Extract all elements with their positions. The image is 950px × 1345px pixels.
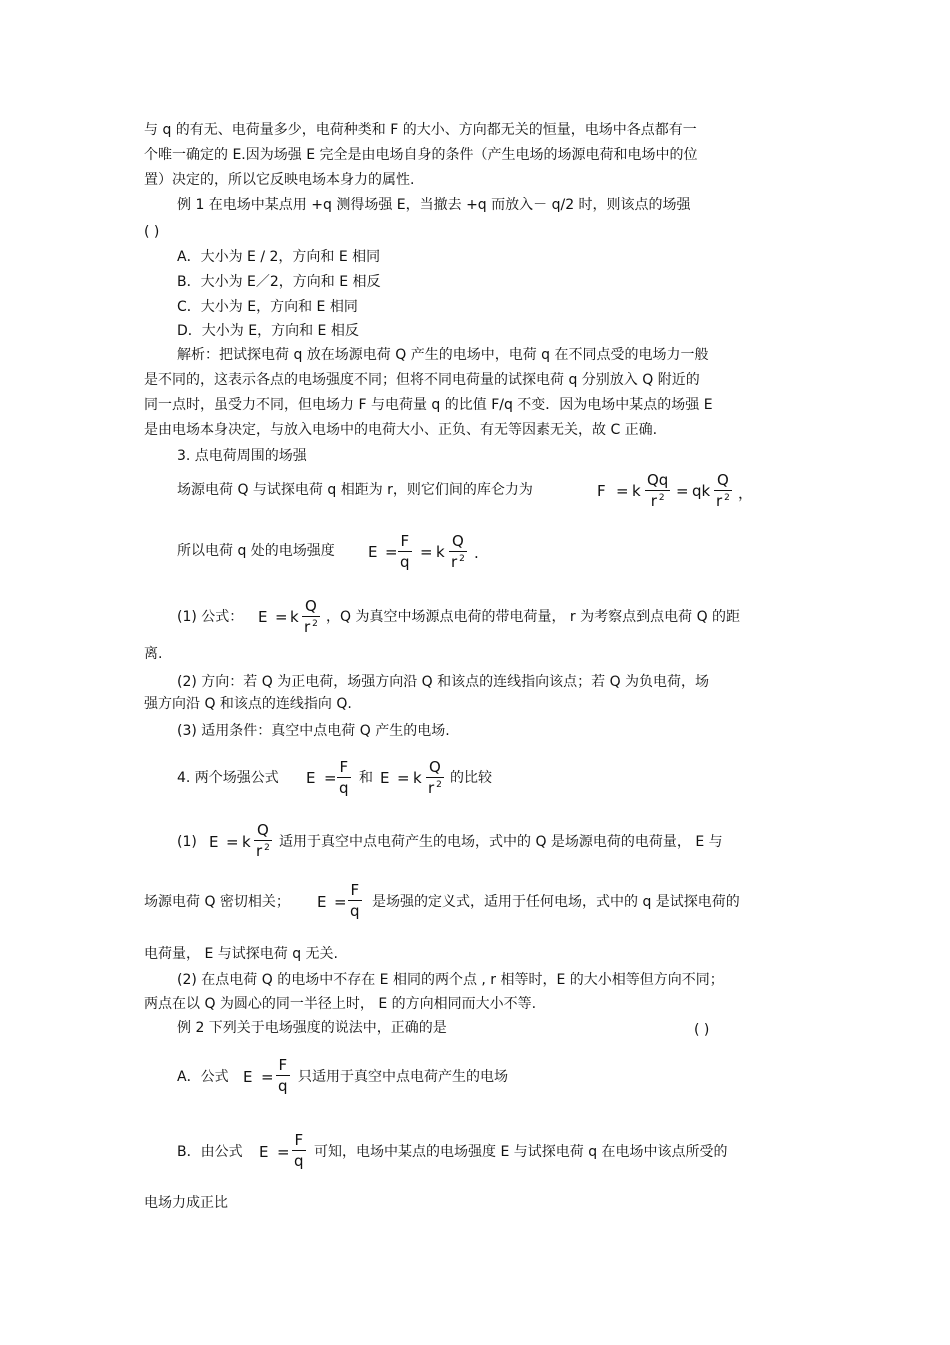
math-symbol: k (242, 833, 251, 851)
math-symbol: = (385, 543, 398, 561)
text-line: (2) 方向：若 Q 为正电荷，场强方向沿 Q 和该点的连线指向该点；若 Q 为负电荷，场 (177, 674, 710, 690)
text-line: ，Q 为真空中场源点电荷的带电荷量， r 为考察点到点电荷 Q 的距 (326, 609, 741, 625)
math-symbol: k (632, 482, 641, 500)
text-line: 场源电荷 Q 密切相关； (144, 894, 290, 910)
text-line: 两点在以 Q 为圆心的同一半径上时， E 的方向相同而大小不等. (144, 996, 537, 1012)
example-1-question: 例 1 在电场中某点用 +q 测得场强 E，当撤去 +q 而放入－ q/2 时，则该点的场强 (177, 197, 691, 213)
answer-bracket: ( ) (144, 224, 160, 240)
text-line: 场源电荷 Q 与试探电荷 q 相距为 r，则它们间的库仑力为 (177, 482, 533, 498)
text-line: 的比较 (450, 770, 492, 786)
math-symbol: E (380, 769, 390, 787)
math-symbol: ， (738, 484, 754, 502)
option-a-label: A．公式 (177, 1069, 229, 1085)
math-symbol: = (420, 543, 433, 561)
fraction-Qq-over-r2 (645, 470, 670, 514)
fraction-Q-over-r2 (714, 470, 732, 514)
fraction-F-over-q: F q (294, 1131, 304, 1170)
fraction-Q-over-r2: Q r $^2$ (451, 532, 465, 571)
text-line: 电场力成正比 (144, 1195, 228, 1211)
math-symbol: k (290, 608, 299, 626)
text-line: 所以电荷 q 处的电场强度 (177, 543, 335, 559)
section-heading-4: 4. 两个场强公式 (177, 770, 279, 786)
section-heading-3: 3. 点电荷周围的场强 (177, 448, 307, 464)
option-d: D．大小为 E，方向和 E 相反 (177, 323, 359, 339)
math-symbol: k (436, 543, 445, 561)
answer-bracket: ( ) (694, 1022, 710, 1038)
option-b-label: B．由公式 (177, 1144, 243, 1160)
option-b: B．大小为 E／2，方向和 E 相反 (177, 274, 381, 290)
math-symbol: = (397, 769, 410, 787)
text-line: 是场强的定义式，适用于任何电场，式中的 q 是试探电荷的 (372, 894, 740, 910)
math-symbol: = (334, 893, 347, 911)
fraction-F-over-q: F q (400, 532, 410, 571)
fraction-Q-over-r2: Q r $^2$ (304, 597, 318, 636)
math-symbol: = (676, 482, 689, 500)
option-a-text: 只适用于真空中点电荷产生的电场 (298, 1069, 508, 1085)
option-c: C．大小为 E，方向和 E 相同 (177, 299, 358, 315)
math-symbol: E (259, 1143, 269, 1161)
math-symbol: E (368, 543, 378, 561)
math-symbol: E (243, 1068, 253, 1086)
math-symbol: . (474, 544, 479, 562)
math-symbol: = (277, 1143, 290, 1161)
numerator: Q (717, 471, 729, 489)
text-line: 电荷量， E 与试探电荷 q 无关. (144, 946, 338, 962)
math-symbol: E (209, 833, 219, 851)
analysis-line: 是由电场本身决定，与放入电场中的电荷大小、正负、有无等因素无关，故 C 正确. (144, 422, 658, 438)
math-symbol: E (306, 769, 316, 787)
option-b-text: 可知，电场中某点的电场强度 E 与试探电荷 q 在电场中该点所受的 (314, 1144, 728, 1160)
text-line: (2) 在点电荷 Q 的电场中不存在 E 相同的两个点 , r 相等时，E 的大小相等但方向不同； (177, 972, 724, 988)
denominator: r $^2$ (650, 492, 665, 510)
text-line: 适用于真空中点电荷产生的电场，式中的 Q 是场源电荷的电荷量， E 与 (279, 834, 723, 850)
example-2-question: 例 2 下列关于电场强度的说法中，正确的是 (177, 1020, 447, 1036)
fraction-Q-over-r2: Q r $^2$ (256, 821, 270, 860)
math-symbol: F (597, 482, 606, 500)
text-line: (1) (177, 834, 197, 850)
math-symbol: E (317, 893, 327, 911)
text-line: 与 q 的有无、电荷量多少，电荷种类和 F 的大小、方向都无关的恒量，电场中各点都有一 (144, 122, 697, 138)
fraction-F-over-q: F q (278, 1056, 288, 1095)
text-line: (3) 适用条件：真空中点电荷 Q 产生的电场. (177, 723, 450, 739)
text-line: 置）决定的，所以它反映电场本身力的属性. (144, 172, 415, 188)
analysis-line: 解析：把试探电荷 q 放在场源电荷 Q 产生的电场中，电荷 q 在不同点受的电场力一般 (177, 347, 709, 363)
math-symbol: E (258, 608, 268, 626)
text-line: (1) 公式： (177, 609, 244, 625)
fraction-F-over-q: F q (339, 758, 349, 797)
math-symbol: = (616, 482, 629, 500)
math-symbol: qk (692, 482, 711, 500)
text-line: 强方向沿 Q 和该点的连线指向 Q. (144, 696, 352, 712)
math-symbol: k (413, 769, 422, 787)
fraction-Q-over-r2: Q r $^2$ (428, 758, 442, 797)
text-line: 个唯一确定的 E.因为场强 E 完全是由电场自身的条件（产生电场的场源电荷和电场中的位 (144, 147, 698, 163)
math-symbol: = (261, 1068, 274, 1086)
math-symbol: = (226, 833, 239, 851)
text-line: 离. (144, 646, 163, 662)
denominator: r $^2$ (716, 492, 730, 510)
numerator: Qq (647, 471, 669, 489)
text-line: 和 (359, 770, 373, 786)
analysis-line: 是不同的，这表示各点的电场强度不同；但将不同电荷量的试探电荷 q 分别放入 Q 附近的 (144, 372, 700, 388)
option-a: A．大小为 E / 2，方向和 E 相同 (177, 249, 381, 265)
analysis-line: 同一点时，虽受力不同，但电场力 F 与电荷量 q 的比值 F/q 不变．因为电场中某点的场强 E (144, 397, 713, 413)
math-symbol: = (275, 608, 288, 626)
fraction-F-over-q: F q (350, 881, 360, 920)
math-symbol: = (324, 769, 337, 787)
